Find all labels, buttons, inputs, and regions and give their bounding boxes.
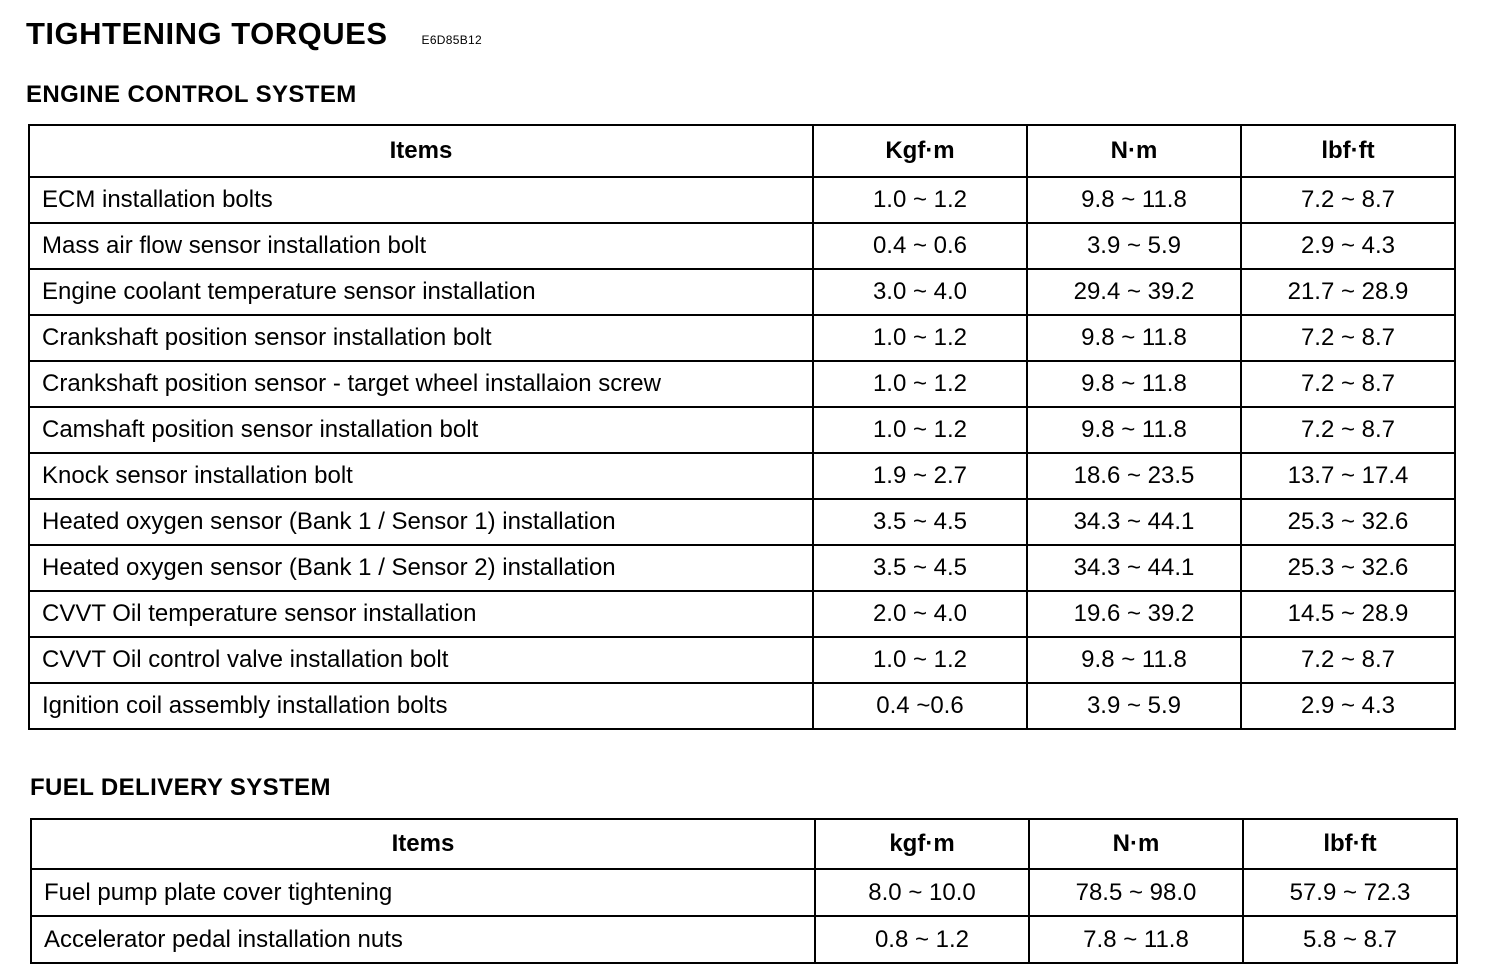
item-cell: Mass air flow sensor installation bolt: [29, 223, 813, 269]
nm-cell: 29.4 ~ 39.2: [1027, 269, 1241, 315]
kgf-cell: 1.0 ~ 1.2: [813, 177, 1027, 223]
kgf-cell: 0.4 ~0.6: [813, 683, 1027, 729]
item-cell: Heated oxygen sensor (Bank 1 / Sensor 2) installation: [29, 545, 813, 591]
table-row: [29, 361, 1455, 407]
kgf-cell: 3.0 ~ 4.0: [813, 269, 1027, 315]
table-row: [31, 916, 1457, 963]
engine-control-torque-table: [28, 124, 1456, 730]
lbf-cell: 7.2 ~ 8.7: [1241, 361, 1455, 407]
lbf-cell: 7.2 ~ 8.7: [1241, 637, 1455, 683]
lbf-cell: 7.2 ~ 8.7: [1241, 177, 1455, 223]
lbf-cell: 13.7 ~ 17.4: [1241, 453, 1455, 499]
item-cell: CVVT Oil control valve installation bolt: [29, 637, 813, 683]
item-cell: Accelerator pedal installation nuts: [31, 916, 815, 963]
page-header: [26, 16, 482, 60]
section-title-fuel-delivery: FUEL DELIVERY SYSTEM: [30, 774, 331, 801]
lbf-cell: 2.9 ~ 4.3: [1241, 683, 1455, 729]
item-cell: Knock sensor installation bolt: [29, 453, 813, 499]
lbf-cell: 2.9 ~ 4.3: [1241, 223, 1455, 269]
table-row: [29, 269, 1455, 315]
item-cell: Engine coolant temperature sensor installation: [29, 269, 813, 315]
table-row: [29, 315, 1455, 361]
nm-cell: 7.8 ~ 11.8: [1029, 916, 1243, 963]
nm-cell: 78.5 ~ 98.0: [1029, 869, 1243, 916]
nm-cell: 34.3 ~ 44.1: [1027, 545, 1241, 591]
kgf-cell: 0.8 ~ 1.2: [815, 916, 1029, 963]
table-row: [29, 683, 1455, 729]
lbf-cell: 7.2 ~ 8.7: [1241, 315, 1455, 361]
table-row: [29, 407, 1455, 453]
column-header-items: Items: [29, 125, 813, 177]
kgf-cell: 3.5 ~ 4.5: [813, 545, 1027, 591]
lbf-cell: 7.2 ~ 8.7: [1241, 407, 1455, 453]
table-row: [29, 591, 1455, 637]
column-header-nm: N·m: [1029, 819, 1243, 869]
section-title-engine-control: ENGINE CONTROL SYSTEM: [26, 81, 357, 108]
item-cell: Crankshaft position sensor - target wheel installaion screw: [29, 361, 813, 407]
kgf-cell: 2.0 ~ 4.0: [813, 591, 1027, 637]
document-code: E6D85B12: [421, 33, 482, 47]
table-row: [29, 177, 1455, 223]
table-header-row: [31, 819, 1457, 869]
nm-cell: 3.9 ~ 5.9: [1027, 223, 1241, 269]
lbf-cell: 21.7 ~ 28.9: [1241, 269, 1455, 315]
column-header-kgf: kgf·m: [815, 819, 1029, 869]
fuel-delivery-torque-table: [30, 818, 1458, 964]
page-title: TIGHTENING TORQUES: [26, 16, 388, 51]
column-header-lbf: lbf·ft: [1241, 125, 1455, 177]
item-cell: CVVT Oil temperature sensor installation: [29, 591, 813, 637]
lbf-cell: 25.3 ~ 32.6: [1241, 499, 1455, 545]
item-cell: Heated oxygen sensor (Bank 1 / Sensor 1) installation: [29, 499, 813, 545]
lbf-cell: 5.8 ~ 8.7: [1243, 916, 1457, 963]
kgf-cell: 1.0 ~ 1.2: [813, 637, 1027, 683]
kgf-cell: 1.0 ~ 1.2: [813, 315, 1027, 361]
item-cell: Ignition coil assembly installation bolts: [29, 683, 813, 729]
nm-cell: 34.3 ~ 44.1: [1027, 499, 1241, 545]
table-row: [29, 453, 1455, 499]
kgf-cell: 1.0 ~ 1.2: [813, 407, 1027, 453]
nm-cell: 9.8 ~ 11.8: [1027, 315, 1241, 361]
kgf-cell: 1.0 ~ 1.2: [813, 361, 1027, 407]
lbf-cell: 57.9 ~ 72.3: [1243, 869, 1457, 916]
lbf-cell: 25.3 ~ 32.6: [1241, 545, 1455, 591]
kgf-cell: 1.9 ~ 2.7: [813, 453, 1027, 499]
item-cell: Fuel pump plate cover tightening: [31, 869, 815, 916]
lbf-cell: 14.5 ~ 28.9: [1241, 591, 1455, 637]
column-header-nm: N·m: [1027, 125, 1241, 177]
table-header-row: [29, 125, 1455, 177]
nm-cell: 9.8 ~ 11.8: [1027, 637, 1241, 683]
column-header-lbf: lbf·ft: [1243, 819, 1457, 869]
table-row: [29, 499, 1455, 545]
table-row: [29, 637, 1455, 683]
nm-cell: 18.6 ~ 23.5: [1027, 453, 1241, 499]
column-header-items: Items: [31, 819, 815, 869]
nm-cell: 9.8 ~ 11.8: [1027, 361, 1241, 407]
nm-cell: 19.6 ~ 39.2: [1027, 591, 1241, 637]
column-header-kgf: Kgf·m: [813, 125, 1027, 177]
nm-cell: 3.9 ~ 5.9: [1027, 683, 1241, 729]
item-cell: Crankshaft position sensor installation bolt: [29, 315, 813, 361]
kgf-cell: 0.4 ~ 0.6: [813, 223, 1027, 269]
table-row: [31, 869, 1457, 916]
table-row: [29, 545, 1455, 591]
item-cell: Camshaft position sensor installation bolt: [29, 407, 813, 453]
kgf-cell: 3.5 ~ 4.5: [813, 499, 1027, 545]
kgf-cell: 8.0 ~ 10.0: [815, 869, 1029, 916]
table-row: [29, 223, 1455, 269]
nm-cell: 9.8 ~ 11.8: [1027, 407, 1241, 453]
nm-cell: 9.8 ~ 11.8: [1027, 177, 1241, 223]
item-cell: ECM installation bolts: [29, 177, 813, 223]
